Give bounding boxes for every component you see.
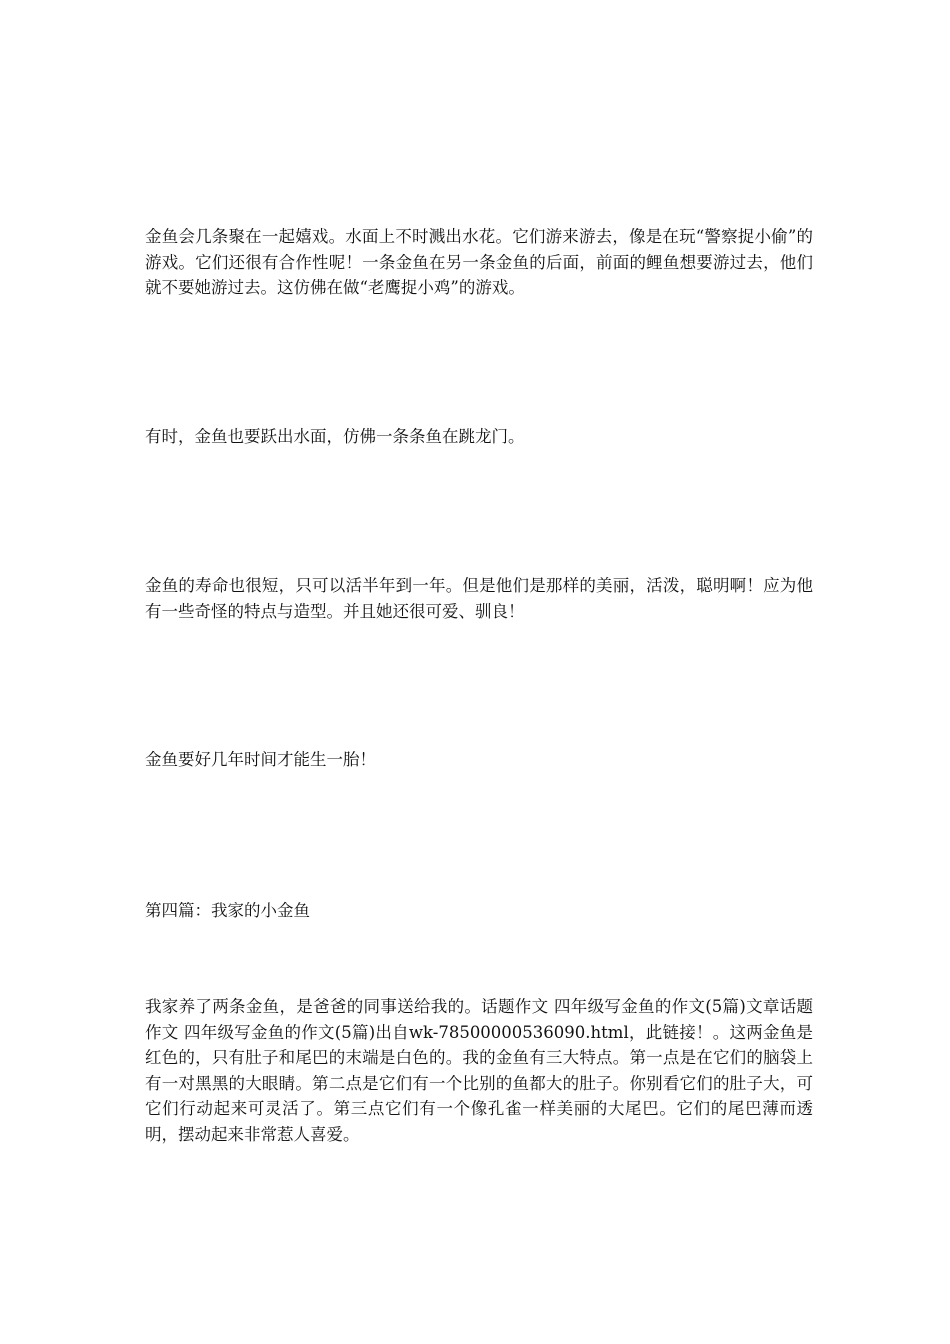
paragraph-goldfish-jumping: 有时，金鱼也要跃出水面，仿佛一条条鱼在跳龙门。 bbox=[145, 427, 525, 446]
paragraph-goldfish-lifespan: 金鱼的寿命也很短，只可以活半年到一年。但是他们是那样的美丽，活泼，聪明啊！应为他有一些奇怪的特点与造型。并且她还很可爱、驯良！ bbox=[145, 576, 813, 621]
paragraph-goldfish-playing: 金鱼会几条聚在一起嬉戏。水面上不时溅出水花。它们游来游去，像是在玩“警察捉小偷”的游戏。它们还很有合作性呢！一条金鱼在另一条金鱼的后面，前面的鲤鱼想要游过去，他们就不要她游过去。这仿佛在做“老鹰捉小鸡”的游戏。 bbox=[145, 227, 813, 297]
section-heading: 第四篇：我家的小金鱼 bbox=[145, 901, 310, 920]
paragraph-goldfish-breeding: 金鱼要好几年时间才能生一胎！ bbox=[145, 750, 376, 769]
paragraph-my-goldfish: 我家养了两条金鱼，是爸爸的同事送给我的。话题作文 四年级写金鱼的作文(5篇)文章话题作文 四年级写金鱼的作文(5篇)出自wk-78500000536090.html，此链接！。这两金鱼是红色的，只有肚子和尾巴的末端是白色的。我的金鱼有三大特点。第一点是在它们的脑袋上有一对黑黑的大眼睛。第二点是它们有一个比别的鱼都大的肚子。你别看它们的肚子大，可它们行动起来可灵活了。第三点它们有一个像孔雀一样美丽的大尾巴。它们的尾巴薄而透明，摆动起来非常惹人喜爱。 bbox=[145, 997, 813, 1144]
